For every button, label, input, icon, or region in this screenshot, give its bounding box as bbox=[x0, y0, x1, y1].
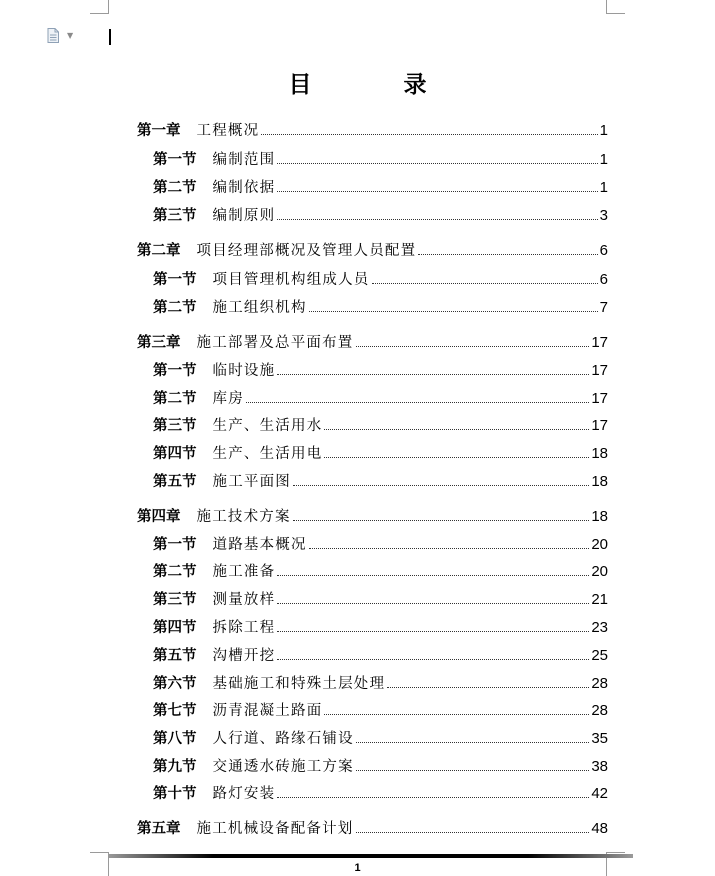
toc-entry-page: 48 bbox=[591, 820, 608, 837]
toc-entry-number: 第二章 bbox=[137, 242, 181, 259]
toc-dot-leader bbox=[309, 310, 598, 312]
chevron-down-icon[interactable]: ▼ bbox=[67, 31, 74, 40]
toc-entry-page: 1 bbox=[599, 179, 608, 196]
toc-dot-leader bbox=[309, 547, 590, 549]
toc-entry-title: 施工平面图 bbox=[212, 474, 291, 490]
toc-entry-number: 第一节 bbox=[153, 362, 197, 379]
toc-entry-title: 库房 bbox=[212, 391, 244, 407]
margin-mark-top-left-v bbox=[108, 0, 109, 13]
toc-entry-title: 交通透水砖施工方案 bbox=[212, 759, 354, 775]
toc-entry-page: 18 bbox=[591, 473, 608, 490]
toc-section-row[interactable] bbox=[153, 150, 608, 170]
toc-entry-number: 第一节 bbox=[153, 536, 197, 553]
toc-section-row[interactable] bbox=[153, 270, 608, 290]
toc-entry-title: 沥青混凝土路面 bbox=[212, 703, 323, 719]
toc-chapter-row[interactable] bbox=[137, 241, 608, 261]
toc-entry-title: 生产、生活用水 bbox=[212, 418, 323, 434]
toc-section-row[interactable] bbox=[153, 757, 608, 777]
toc-dot-leader bbox=[356, 345, 590, 347]
toc-dot-leader bbox=[261, 133, 597, 135]
toc-entry-title: 工程概况 bbox=[196, 123, 260, 139]
toc-entry-page: 1 bbox=[599, 151, 608, 168]
toc-entry-title: 测量放样 bbox=[212, 592, 276, 608]
toc-entry-title: 编制原则 bbox=[212, 208, 276, 224]
toc-section-row[interactable] bbox=[153, 389, 608, 409]
toc-entry-page: 38 bbox=[591, 758, 608, 775]
toc-section-row[interactable] bbox=[153, 590, 608, 610]
toc-section-row[interactable] bbox=[153, 178, 608, 198]
toc-dot-leader bbox=[356, 741, 590, 743]
toc-dot-leader bbox=[372, 282, 598, 284]
toc-dot-leader bbox=[324, 713, 589, 715]
toc-dot-leader bbox=[277, 658, 589, 660]
toc-entry-page: 17 bbox=[591, 417, 608, 434]
toc-entry-title: 施工组织机构 bbox=[212, 300, 307, 316]
toc-dot-leader bbox=[277, 190, 597, 192]
toc-entry-title: 施工部署及总平面布置 bbox=[196, 335, 354, 351]
toc-entry-page: 25 bbox=[591, 647, 608, 664]
toc-entry-page: 7 bbox=[599, 299, 608, 316]
toc-entry-number: 第一节 bbox=[153, 271, 197, 288]
toc-entry-number: 第一章 bbox=[137, 122, 181, 139]
toc-entry-page: 17 bbox=[591, 362, 608, 379]
toc-entry-page: 6 bbox=[599, 242, 608, 259]
toc-section-row[interactable] bbox=[153, 361, 608, 381]
toc-dot-leader bbox=[387, 686, 589, 688]
text-cursor bbox=[109, 29, 111, 45]
toc-entry-number: 第二节 bbox=[153, 299, 197, 316]
toc-section-row[interactable] bbox=[153, 472, 608, 492]
toc-entry-number: 第四节 bbox=[153, 619, 197, 636]
toc-entry-title: 人行道、路缘石铺设 bbox=[212, 731, 354, 747]
toc-dot-leader bbox=[356, 831, 590, 833]
toc-entry-number: 第四节 bbox=[153, 445, 197, 462]
toc-section-row[interactable] bbox=[153, 729, 608, 749]
toc-dot-leader bbox=[277, 630, 589, 632]
toc-entry-title: 生产、生活用电 bbox=[212, 446, 323, 462]
toc-entry-page: 21 bbox=[591, 591, 608, 608]
toc-chapter-row[interactable] bbox=[137, 507, 608, 527]
toc-entry-number: 第三章 bbox=[137, 334, 181, 351]
margin-mark-top-right-v bbox=[606, 0, 607, 13]
toc-entry-page: 28 bbox=[591, 675, 608, 692]
toc-dot-leader bbox=[324, 456, 589, 458]
margin-mark-top-left-h bbox=[90, 13, 109, 14]
toc-entry-title: 基础施工和特殊土层处理 bbox=[212, 676, 386, 692]
toc-entry-title: 施工技术方案 bbox=[196, 509, 291, 525]
toc-entry-page: 17 bbox=[591, 390, 608, 407]
toc-chapter-row[interactable] bbox=[137, 121, 608, 141]
toc-entry-number: 第十节 bbox=[153, 785, 197, 802]
toc-section-row[interactable] bbox=[153, 618, 608, 638]
toc-entry-title: 编制范围 bbox=[212, 152, 276, 168]
toc-entry-title: 项目管理机构组成人员 bbox=[212, 272, 370, 288]
toc-entry-number: 第八节 bbox=[153, 730, 197, 747]
toc-entry-page: 6 bbox=[599, 271, 608, 288]
toc-section-row[interactable] bbox=[153, 562, 608, 582]
toc-entry-number: 第九节 bbox=[153, 758, 197, 775]
toc-entry-page: 3 bbox=[599, 207, 608, 224]
toc-entry-number: 第二节 bbox=[153, 390, 197, 407]
toc-entry-number: 第六节 bbox=[153, 675, 197, 692]
toc-section-row[interactable] bbox=[153, 701, 608, 721]
toc-entry-title: 项目经理部概况及管理人员配置 bbox=[196, 243, 417, 259]
toc-dot-leader bbox=[277, 218, 597, 220]
document-icon[interactable] bbox=[47, 28, 59, 43]
toc-dot-leader bbox=[324, 428, 589, 430]
toc-entry-page: 35 bbox=[591, 730, 608, 747]
toc-dot-leader bbox=[277, 574, 589, 576]
toc-entry-title: 施工准备 bbox=[212, 564, 276, 580]
toc-section-row[interactable] bbox=[153, 298, 608, 318]
toc-entry-page: 20 bbox=[591, 563, 608, 580]
toc-entry-title: 道路基本概况 bbox=[212, 537, 307, 553]
toc-dot-leader bbox=[293, 484, 589, 486]
toc-entry-number: 第一节 bbox=[153, 151, 197, 168]
toc-entry-number: 第四章 bbox=[137, 508, 181, 525]
toc-entry-page: 18 bbox=[591, 508, 608, 525]
toc-dot-leader bbox=[277, 162, 597, 164]
toc-entry-number: 第二节 bbox=[153, 179, 197, 196]
toc-dot-leader bbox=[277, 373, 589, 375]
margin-mark-bottom-left-h bbox=[90, 852, 109, 853]
toc-dot-leader bbox=[418, 253, 597, 255]
margin-mark-bottom-right-h bbox=[606, 852, 625, 853]
toc-entry-number: 第三节 bbox=[153, 591, 197, 608]
toc-entry-number: 第五章 bbox=[137, 820, 181, 837]
toc-entry-page: 20 bbox=[591, 536, 608, 553]
toc-entry-title: 路灯安装 bbox=[212, 786, 276, 802]
toc-entry-title: 编制依据 bbox=[212, 180, 276, 196]
toc-section-row[interactable] bbox=[153, 444, 608, 464]
toc-section-row[interactable] bbox=[153, 206, 608, 226]
toc-section-row[interactable] bbox=[153, 646, 608, 666]
toc-section-row[interactable] bbox=[153, 416, 608, 436]
toc-chapter-row[interactable] bbox=[137, 819, 608, 839]
page-title: 目 录 bbox=[288, 71, 469, 98]
toc-dot-leader bbox=[246, 401, 589, 403]
toc-dot-leader bbox=[356, 769, 590, 771]
toc-entry-page: 18 bbox=[591, 445, 608, 462]
toc-chapter-row[interactable] bbox=[137, 333, 608, 353]
page-number: 1 bbox=[354, 862, 361, 874]
margin-mark-top-right-h bbox=[606, 13, 625, 14]
toc-entry-page: 42 bbox=[591, 785, 608, 802]
toc-section-row[interactable] bbox=[153, 674, 608, 694]
toc-entry-page: 23 bbox=[591, 619, 608, 636]
toc-entry-title: 拆除工程 bbox=[212, 620, 276, 636]
toc-entry-page: 17 bbox=[591, 334, 608, 351]
toc-entry-number: 第三节 bbox=[153, 207, 197, 224]
toc-section-row[interactable] bbox=[153, 784, 608, 804]
toc-entry-number: 第五节 bbox=[153, 647, 197, 664]
footer-divider bbox=[108, 854, 633, 858]
toc-dot-leader bbox=[277, 796, 589, 798]
toc-dot-leader bbox=[277, 602, 589, 604]
toc-entry-title: 施工机械设备配备计划 bbox=[196, 821, 354, 837]
toc-entry-title: 沟槽开挖 bbox=[212, 648, 276, 664]
toc-entry-title: 临时设施 bbox=[212, 363, 276, 379]
toc-entry-number: 第二节 bbox=[153, 563, 197, 580]
toc-entry-page: 1 bbox=[599, 122, 608, 139]
toc-section-row[interactable] bbox=[153, 535, 608, 555]
toc-entry-number: 第三节 bbox=[153, 417, 197, 434]
toc-dot-leader bbox=[293, 519, 590, 521]
toc-entry-page: 28 bbox=[591, 702, 608, 719]
toc-entry-number: 第五节 bbox=[153, 473, 197, 490]
toc-entry-number: 第七节 bbox=[153, 702, 197, 719]
